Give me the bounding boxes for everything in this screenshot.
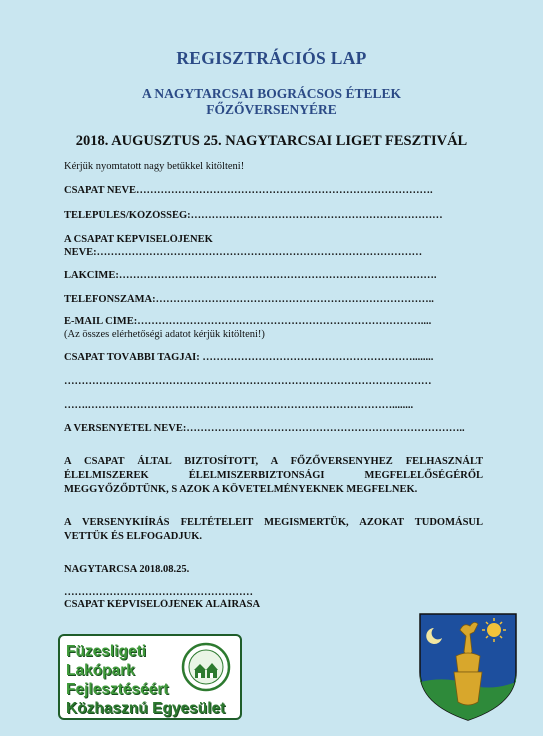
instruction-text: Kérjük nyomtatott nagy betűkkel kitölteni! [64,161,245,172]
page-subtitle [0,86,543,118]
place-date: NAGYTARCSA 2018.08.25. [64,564,190,575]
signature-label: CSAPAT KÉPVISELŐJÉNEK ALÁÍRÁSA [64,599,261,610]
coat-of-arms-icon [416,612,520,722]
email-field: E-MAIL CÍME:……………………………………………………………………….... [64,316,432,327]
logo-line-3: Fejlesztéséért [66,681,169,698]
signature-line: ……………………………………………… [64,587,253,598]
address-field: LAKCÍME:………………………………………………………………………………. [64,270,437,281]
event-heading: 2018. AUGUSZTUS 25. NAGYTARCSAI LIGET FESZTIVÁL [75,133,468,149]
declaration-food-safety: A CSAPAT ÁLTAL BIZTOSÍTOTT, A FŐZŐVERSENYHEZ FELHASZNÁLT ÉLELMISZEREK ÉLELMISZERBIZTONSÁGI MEGFELELŐSÉGÉRŐL MEGGYŐZŐDTÜNK, S AZOK A KÖVETELMÉNYEKNEK MEGFELNEK. [64,456,483,495]
house-emblem-icon [178,642,234,692]
page-title: REGISZTRÁCIÓS LAP [176,48,367,68]
logo-line-2: Lakópark [66,662,135,679]
declaration-rules: A VERSENYKIÍRÁS FELTÉTELEIT MEGISMERTÜK, AZOKAT TUDOMÁSUL VETTÜK ÉS ELFOGADJUK. [64,517,483,542]
members-line-2: …………………………………………………………………………………………… [64,376,432,387]
members-field: CSAPAT TOVÁBBI TAGJAI: ……………………………………………………........ [64,352,434,363]
logo-line-1: Füzesligeti [66,643,147,660]
subtitle-line-1: A NAGYTARCSAI BOGRÁCSOS ÉTELEK [142,86,401,101]
subtitle-line-2: FŐZŐVERSENYÉRE [206,102,337,117]
team-name-field: CSAPAT NEVE…………………………………………………………………………. [64,185,433,196]
dish-name-field: A VERSENYÉTEL NEVE:…………………………………………………………………….. [64,423,465,434]
logo-line-4: Közhasznú Egyesület [66,700,226,717]
members-line-3: …….……………………………………………………………………………........ [64,400,414,411]
representative-label: A CSAPAT KÉPVISELŐJÉNEK [64,234,213,245]
email-note: (Az összes elérhetőségi adatot kérjük kitölteni!) [64,329,265,340]
phone-field: TELEFONSZÁMA:…………………………………………………………………….. [64,294,434,305]
association-logo [58,634,242,720]
representative-name-field: NEVE:………………………………………………………………………………… [64,247,423,258]
settlement-field: TELEPÜLÉS/KÖZÖSSÉG:……………………………………………………………… [64,210,443,221]
